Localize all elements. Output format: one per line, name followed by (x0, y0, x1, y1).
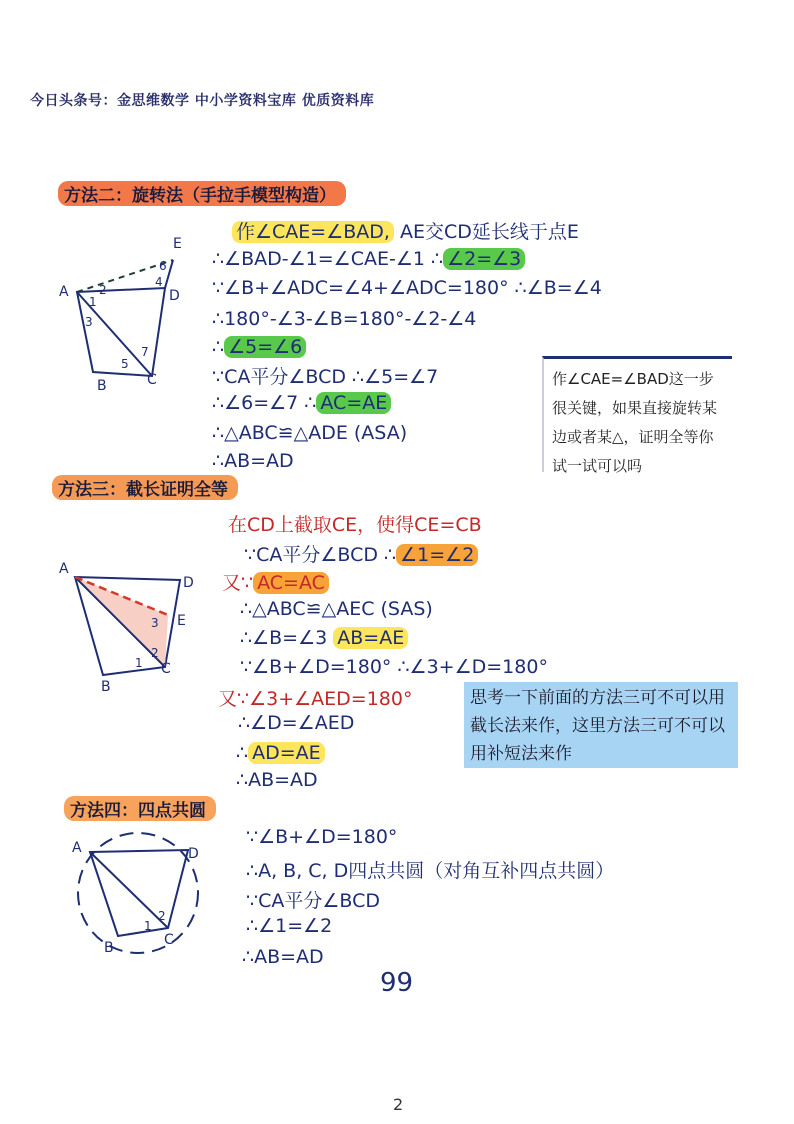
method3-title: 方法三：截长证明全等 (52, 475, 238, 500)
m3-line5: ∴∠B=∠3 AB=AE (240, 627, 408, 649)
angle-3: 3 (85, 315, 93, 329)
method3-note: 思考一下前面的方法三可不可以用截长法来作，这里方法三可不可以用补短法来作 (464, 682, 738, 768)
angle-2: 2 (151, 646, 159, 660)
angle-2: 2 (158, 909, 166, 923)
angle-2: 2 (99, 283, 107, 297)
m3-line2: ∵CA平分∠BCD ∴ ∠1=∠2 (244, 540, 478, 567)
m2-line7: ∴∠6=∠7 ∴ AC=AE (212, 392, 391, 414)
angle-1: 1 (144, 919, 152, 933)
m2-line5: ∴ ∠5=∠6 (212, 336, 306, 358)
m3-line1: 在CD上截取CE，使得CE=CB (228, 514, 482, 536)
label-d: D (169, 288, 180, 304)
m4-line1: ∵∠B+∠D=180° (246, 826, 398, 848)
label-d: D (188, 846, 199, 862)
m2-line1: 作∠CAE=∠BAD, AE交CD延长线于点E (232, 217, 579, 244)
m3-line6: ∵∠B+∠D=180° ∴∠3+∠D=180° (240, 656, 548, 678)
m2-line2: ∴∠BAD-∠1=∠CAE-∠1 ∴ ∠2=∠3 (212, 248, 525, 270)
m4-line3: ∵CA平分∠BCD (246, 890, 380, 912)
m4-line2: ∴A, B, C, D四点共圆（对角互补四点共圆） (246, 860, 615, 882)
label-b: B (104, 940, 114, 956)
label-c: C (164, 932, 174, 948)
page-number: 2 (393, 1095, 404, 1114)
angle-4: 4 (155, 275, 163, 289)
page-header: 今日头条号：金思维数学 中小学资料宝库 优质资料库 (30, 93, 375, 109)
label-d: D (183, 575, 194, 591)
angle-3: 3 (151, 616, 159, 630)
label-a: A (59, 561, 69, 577)
label-a: A (59, 284, 69, 300)
m2-line6: ∵CA平分∠BCD ∴∠5=∠7 (212, 366, 439, 388)
label-a: A (72, 840, 82, 856)
angle-1: 1 (89, 295, 97, 309)
label-e: E (177, 613, 186, 629)
m3-line3: 又∵ AC=AC (222, 568, 329, 595)
m2-line4: ∴180°-∠3-∠B=180°-∠2-∠4 (212, 308, 477, 330)
label-b: B (97, 378, 107, 394)
method2-title: 方法二：旋转法（手拉手模型构造） (58, 181, 346, 206)
m2-line8: ∴△ABC≌△ADE (ASA) (212, 422, 408, 444)
angle-6: 6 (159, 259, 167, 273)
m3-line4: ∴△ABC≌△AEC (SAS) (240, 598, 433, 620)
m3-line10: ∴AB=AD (236, 769, 318, 791)
angle-5: 5 (121, 357, 129, 371)
label-e: E (173, 236, 182, 252)
method3-figure (55, 555, 215, 695)
m2-line3: ∵∠B+∠ADC=∠4+∠ADC=180° ∴∠B=∠4 (212, 277, 602, 299)
handwritten-page-number: 99 (380, 968, 414, 998)
method2-note: 作∠CAE=∠BAD这一步很关键，如果直接旋转某边或者某△，证明全等你试一试可以吗 (542, 356, 732, 472)
m3-line7: 又∵∠3+∠AED=180° (218, 688, 413, 710)
m3-line9: ∴ AD=AE (236, 742, 325, 764)
quad-abcd (90, 850, 188, 936)
label-c: C (147, 372, 157, 388)
m4-line5: ∴AB=AD (242, 946, 324, 968)
m3-line8: ∴∠D=∠AED (238, 712, 355, 734)
method4-title: 方法四：四点共圆 (64, 796, 216, 821)
label-b: B (101, 679, 111, 695)
label-c: C (161, 661, 171, 677)
m4-line4: ∴∠1=∠2 (246, 915, 333, 937)
method2-figure (55, 230, 215, 400)
angle-7: 7 (141, 345, 149, 359)
m2-line9: ∴AB=AD (212, 450, 294, 472)
angle-1: 1 (135, 656, 143, 670)
method4-figure (60, 828, 220, 963)
